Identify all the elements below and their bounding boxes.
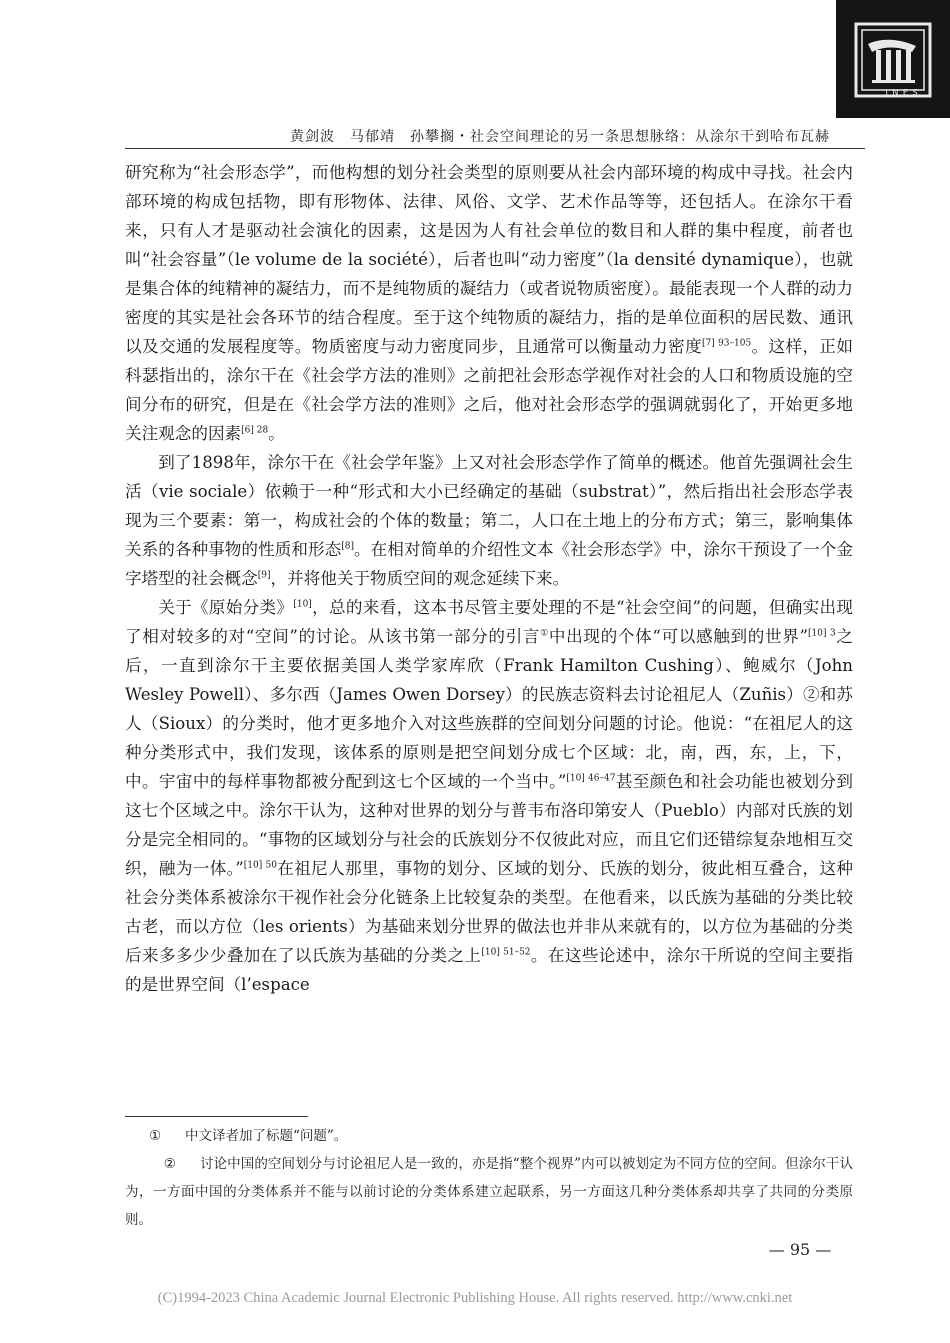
copyright-notice: (C)1994-2023 China Academic Journal Electronic Publishing House. All rights reserved. http://www.cnki.net: [157, 1290, 793, 1306]
paragraph-text: 之后，一直到涂尔干主要依据美国人类学家库欣（Frank Hamilton Cushing）、鲍威尔（John Wesley Powell）、多尔西（James Owen Dorsey）的民族志资料去讨论祖尼人（Zuñis）②和苏人（Sioux）的分类时，他才更多地介入对这些族群的空间划分问题的讨论。他说：“在祖尼人的这种分类形式中，我们发现，该体系的原则是把空间划分成七个区域：北，南，西，东，上，下，中。宇宙中的每样事物都被分配到这七个区域的一个当中。”: [125, 627, 854, 791]
paragraph-text: 在祖尼人那里，事物的划分、区域的划分、氏族的划分，彼此相互叠合，这种社会分类体系被涂尔干视作社会分化链条上比较复杂的类型。在他看来，以氏族为基础的分类比较古老，而以方位（les orients）为基础来划分世界的做法也并非从来就有的，以方位为基础的分类后来多多少少叠加在了以氏族为基础的分类之上: [125, 859, 854, 965]
paragraph-text: 。在这些论述中，涂尔干所说的空间主要指的是世界空间（l’espace: [125, 946, 853, 994]
citation-marker: [10] 50: [243, 860, 277, 871]
citation-marker: [6] 28: [241, 425, 269, 436]
body-paragraph: [125, 448, 853, 593]
paragraph-text: ，总的来看，这本书尽管主要处理的不是“社会空间”的问题，但确实出现了相对较多的对“空间”的讨论。从该书第一部分的引言: [125, 598, 854, 646]
footnote-2-text: 讨论中国的空间划分与讨论祖尼人是一致的，亦是指“整个视界”内可以被划定为不同方位的空间。但涂尔干认为，一方面中国的分类体系并不能与以前讨论的分类体系建立起联系，另一方面这几种分类体系却共享了共同的分类原则。: [125, 1156, 853, 1228]
citation-marker: [10]: [293, 599, 312, 610]
footnote-2-number: ②: [163, 1156, 176, 1172]
citation-marker: ①: [540, 628, 549, 639]
footnote-2: [125, 1150, 853, 1234]
paragraph-text: 研究称为“社会形态学”，而他构想的划分社会类型的原则要从社会内部环境的构成中寻找。社会内部环境的构成包括物，即有形物体、法律、风俗、文学、艺术作品等等，还包括人。在涂尔干看来，只有人才是驱动社会演化的因素，这是因为人有社会单位的数目和人群的集中程度，前者也叫“社会容量”（le volume de la société），后者也叫“动力密度”（la densité dynamique），也就是集合体的纯精神的凝结力，而不是纯物质的凝结力（或者说物质密度）。最能表现一个人群的动力密度的其实是社会各环节的结合程度。至于这个纯物质的凝结力，指的是单位面积的居民数、通讯以及交通的发展程度等。物质密度与动力密度同步，且通常可以衡量动力密度: [125, 163, 853, 356]
citation-marker: [10] 46–47: [566, 773, 616, 784]
body-text: [125, 158, 853, 999]
paragraph-text: 中出现的个体“可以感触到的世界”: [548, 627, 809, 646]
citation-marker: [9]: [257, 570, 271, 581]
citation-marker: [7] 93–105: [702, 338, 752, 349]
paragraph-text: 关于《原始分类》: [158, 598, 294, 617]
paragraph-text: ，并将他关于物质空间的观念延续下来。: [270, 569, 570, 588]
footnotes: [125, 1122, 853, 1234]
citation-marker: [10] 51–52: [481, 947, 531, 958]
paragraph-text: 。这样，正如科瑟指出的，涂尔干在《社会学方法的准则》之前把社会形态学视作对社会的人口和物质设施的空间分布的研究，但是在《社会学方法的准则》之后，他对社会形态学的强调就弱化了，开始更多地关注观念的因素: [125, 337, 854, 443]
footnote-1-text: 中文译者加了标题“问题”。: [185, 1128, 348, 1144]
body-paragraph: [125, 158, 853, 448]
footnote-rule: [125, 1116, 308, 1117]
citation-marker: [8]: [341, 541, 354, 552]
paragraph-text: 。在相对简单的介绍性文本《社会形态学》中，涂尔干预设了一个金字塔型的社会概念: [125, 540, 854, 588]
journal-logo: [836, 0, 950, 118]
footnote-1-number: ①: [148, 1128, 162, 1144]
citation-marker: [10] 3: [808, 628, 836, 639]
paragraph-text: 甚至颜色和社会功能也被划分到这七个区域之中。涂尔干认为，这种对世界的划分与普韦布洛印第安人（Pueblo）内部对氏族的划分是完全相同的。“事物的区域划分与社会的氏族划分不仅彼此对应，而且它们还错综复杂地相互交织，融为一体。”: [125, 772, 854, 878]
paragraph-text: 到了1898年，涂尔干在《社会学年鉴》上又对社会形态学作了简单的概述。他首先强调社会生活（vie sociale）依赖于一种“形式和大小已经确定的基础（substrat）”，然后指出社会形态学表现为三个要素：第一，构成社会的个体的数量；第二，人口在土地上的分布方式；第三，影响集体关系的各种事物的性质和形态: [125, 453, 853, 559]
header-rule: [125, 148, 865, 149]
running-header: 黄剑波 马郁靖 孙攀搁・社会空间理论的另一条思想脉络：从涂尔干到哈布瓦赫: [290, 129, 830, 145]
page-number: — 95 —: [768, 1240, 832, 1259]
body-paragraph: [125, 593, 853, 999]
paragraph-text: 。: [268, 424, 285, 443]
logo-letters: J N E S: [885, 88, 919, 97]
footnote-1: [125, 1122, 853, 1150]
